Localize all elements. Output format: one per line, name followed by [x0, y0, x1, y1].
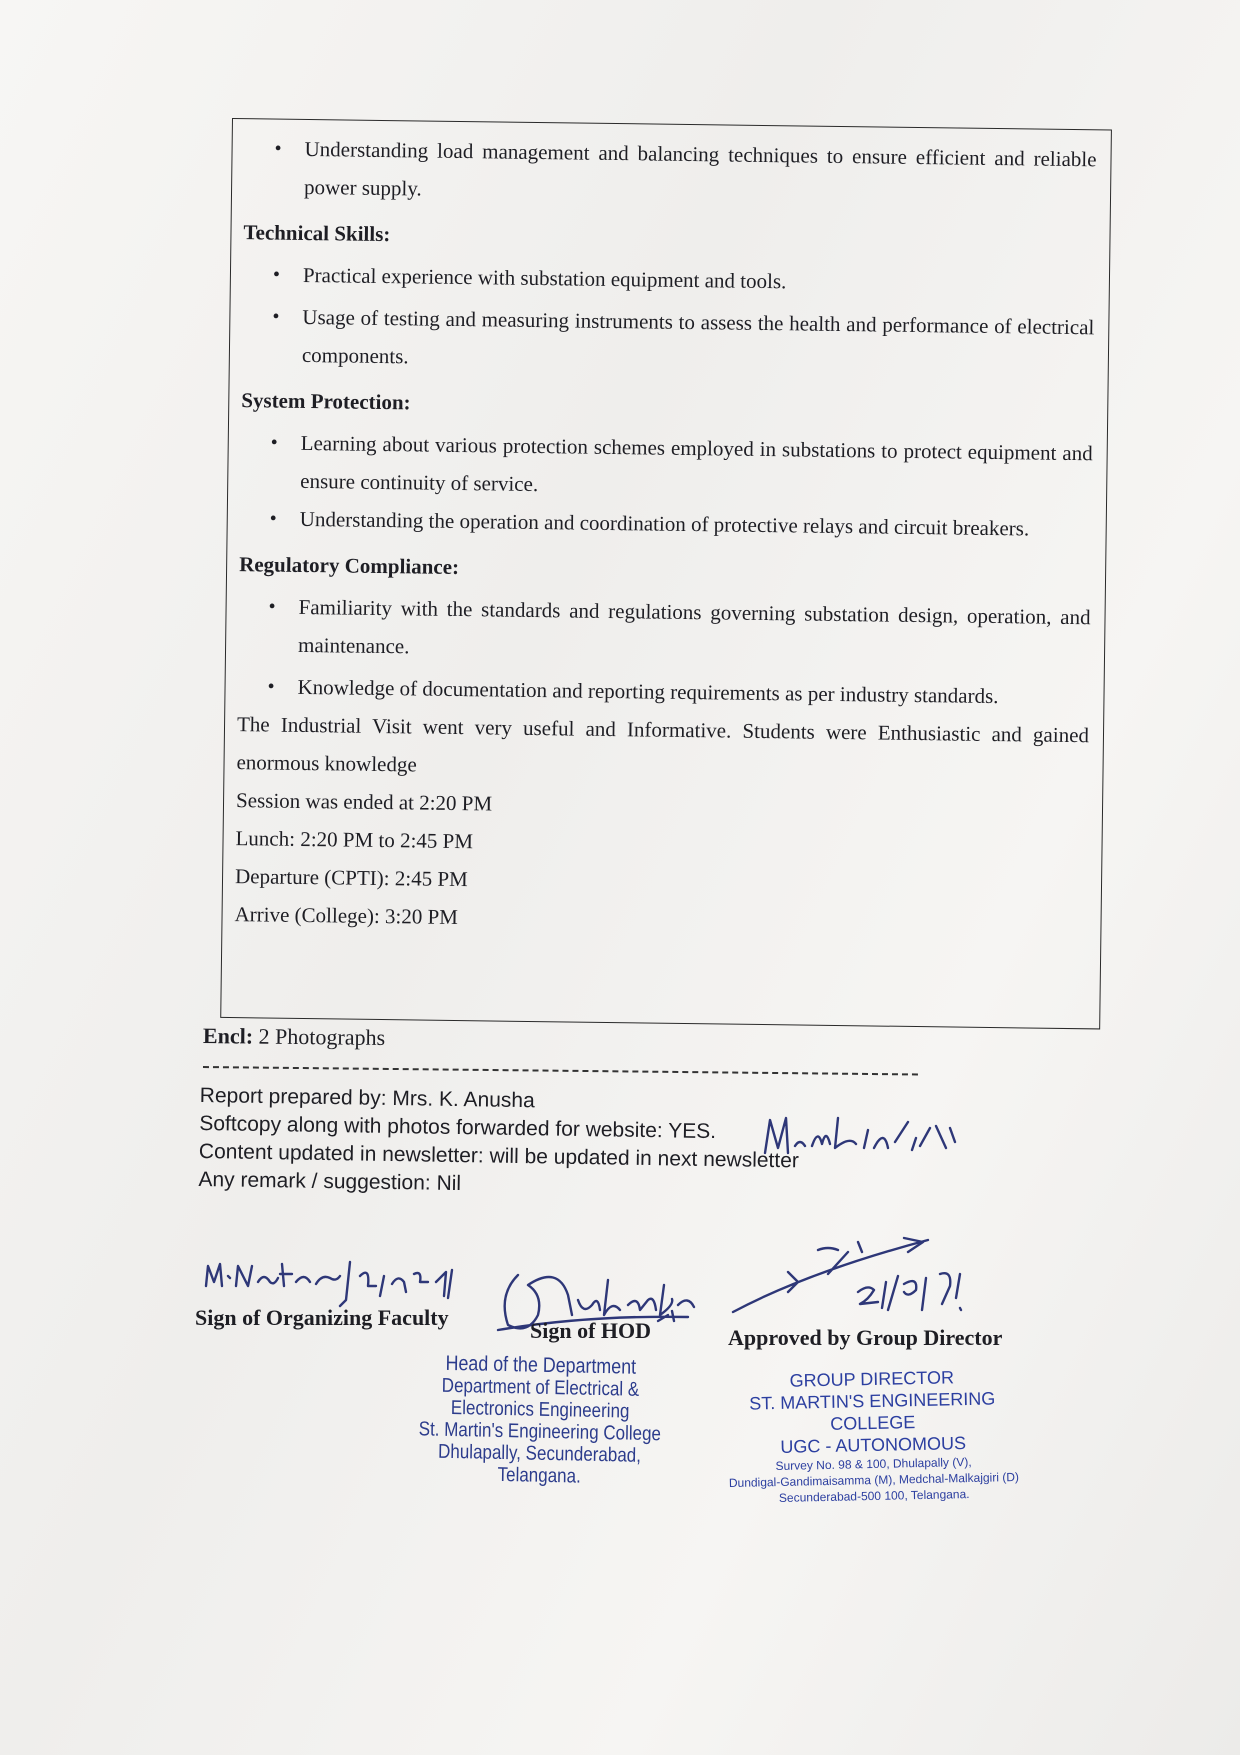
enclosure-value: 2 Photographs — [258, 1023, 386, 1050]
report-box — [220, 118, 1112, 1029]
bullet-icon: • — [274, 137, 282, 160]
stamp-hod-title: Head of the Department — [445, 1351, 637, 1379]
signature-meta-initials — [760, 1108, 960, 1178]
signature-label-hod: Sign of HOD — [530, 1318, 652, 1343]
schedule-line: Lunch: 2:20 PM to 2:45 PM — [235, 826, 474, 854]
report-meta — [198, 1082, 800, 1203]
stamp-director-mandal: Dundigal-Gandimaisamma (M), Medchal-Malkajgiri (D) — [728, 1469, 1020, 1491]
schedule-line: Session was ended at 2:20 PM — [235, 788, 493, 816]
bullet-text: Usage of testing and measuring instruments to assess the health and performance of electrical components. — [301, 304, 1095, 369]
bullet-text: Knowledge of documentation and reporting requirements as per industry standards. — [297, 674, 999, 709]
stamp-hod-dept: Department of Electrical & Electronics Engineering — [441, 1374, 640, 1423]
bullet-item — [242, 297, 1095, 384]
prepared-by: Report prepared by: Mrs. K. Anusha — [199, 1083, 535, 1113]
newsletter-status: Content updated in newsletter: will be updated in next newsletter — [198, 1139, 800, 1173]
signature-label-faculty: Sign of Organizing Faculty — [195, 1305, 449, 1330]
schedule-line: Departure (CPTI): 2:45 PM — [234, 864, 468, 892]
bullet-item — [240, 423, 1093, 510]
bullet-text: Learning about various protection schemes employed in substations to protect equipment and ensure continuity of service. — [300, 430, 1093, 497]
bullet-icon: • — [268, 595, 276, 618]
intro-bullet-text: Understanding load management and balancing techniques to ensure efficient and reliable power supply. — [303, 136, 1097, 201]
bullet-icon: • — [269, 507, 277, 530]
signature-faculty — [200, 1256, 460, 1312]
section-heading-system-protection: System Protection: — [241, 388, 411, 415]
stamp-hod-college: St. Martin's Engineering College — [418, 1418, 662, 1446]
enclosure-label: Encl: — [202, 1023, 254, 1049]
bullet-item — [238, 587, 1091, 674]
section-heading-regulatory-compliance: Regulatory Compliance: — [239, 552, 460, 580]
stamp-director-status: UGC - AUTONOMOUS — [780, 1433, 967, 1457]
bullet-text: Practical experience with substation equipment and tools. — [302, 262, 787, 294]
report-content — [234, 129, 1096, 944]
dashed-divider — [203, 1066, 918, 1075]
bullet-icon: • — [272, 305, 280, 328]
bullet-icon: • — [272, 263, 281, 286]
section-heading-technical-skills: Technical Skills: — [243, 220, 391, 247]
schedule-line: Arrive (College): 3:20 PM — [234, 902, 459, 930]
stamp-hod-address: Dhulapally, Secunderabad, Telangana. — [437, 1440, 642, 1488]
bullet-text: Understanding the operation and coordination of protective relays and circuit breakers. — [299, 506, 1030, 541]
stamp-director-city: Secunderabad-500 100, Telangana. — [778, 1486, 970, 1505]
signature-director — [728, 1232, 998, 1332]
signature-label-director: Approved by Group Director — [728, 1325, 1003, 1350]
summary-paragraph: The Industrial Visit went very useful and Informative. Students were Enthusiastic and gained enormous knowledge — [236, 712, 1090, 777]
bullet-icon: • — [267, 675, 275, 698]
bullet-icon: • — [270, 431, 278, 454]
stamp-director-title: GROUP DIRECTOR — [789, 1367, 955, 1391]
stamp-hod — [403, 1352, 677, 1490]
bullet-text: Familiarity with the standards and regulations governing substation design, operation, and maintenance. — [297, 594, 1091, 659]
stamp-director-college: ST. MARTIN'S ENGINEERING COLLEGE — [749, 1388, 996, 1434]
enclosure-line — [203, 1023, 385, 1051]
intro-bullet — [244, 129, 1097, 216]
stamp-director — [717, 1365, 1030, 1507]
remark: Any remark / suggestion: Nil — [198, 1167, 462, 1196]
stamp-director-survey: Survey No. 98 & 100, Dhulapally (V), — [775, 1454, 972, 1474]
softcopy-status: Softcopy along with photos forwarded for website: YES. — [199, 1111, 717, 1144]
